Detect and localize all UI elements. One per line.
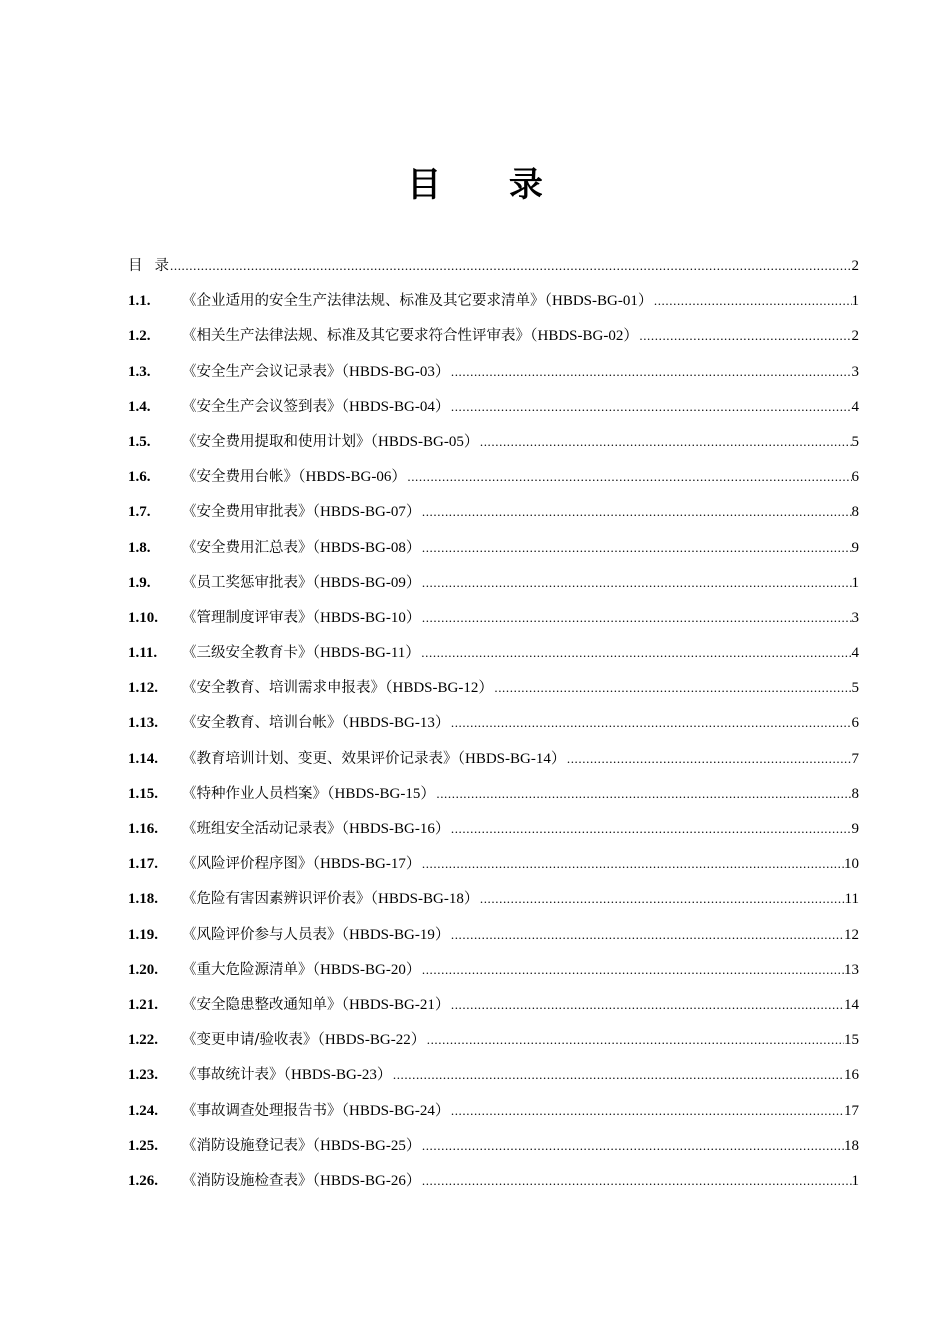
toc-entry-number: 1.15. — [128, 785, 158, 802]
toc-entry-title: 《班组安全活动记录表》 — [182, 821, 342, 837]
toc-entry[interactable] — [128, 393, 859, 428]
table-of-contents — [128, 252, 859, 1202]
toc-entry[interactable] — [128, 463, 859, 498]
toc-entry-code: （HBDS-BG-25） — [312, 1137, 421, 1154]
toc-entry-code: （HBDS-BG-04） — [341, 398, 450, 415]
toc-entry[interactable] — [128, 850, 859, 885]
toc-entry-number: 1.24. — [128, 1102, 158, 1119]
toc-entry-title: 《安全费用汇总表》 — [182, 539, 313, 556]
toc-entry-code: （HBDS-BG-12） — [385, 680, 494, 697]
toc-leader-dots — [450, 991, 844, 1019]
toc-entry-text — [182, 885, 479, 913]
toc-entry-text — [182, 709, 450, 737]
toc-entry-text — [182, 428, 479, 456]
toc-leader-dots — [450, 358, 852, 386]
toc-entry-code: （HBDS-BG-11） — [312, 645, 421, 662]
page-title: 目 录 — [407, 165, 571, 205]
toc-leader-dots — [421, 604, 852, 632]
toc-header-row[interactable] — [128, 252, 859, 287]
toc-entry-title: 《员工奖惩审批表》 — [182, 574, 313, 591]
toc-entry-number: 1.23. — [128, 1067, 158, 1084]
toc-entry-text — [182, 604, 421, 632]
toc-entry-title: 《安全教育、培训台帐》 — [182, 715, 342, 732]
toc-entry-title: 《安全隐患整改通知单》 — [182, 996, 342, 1013]
toc-entry-text — [182, 569, 421, 597]
toc-entry-title: 《重大危险源清单》 — [182, 961, 313, 978]
toc-entry-title: 《事故统计表》 — [182, 1067, 284, 1084]
toc-entry-text — [182, 674, 493, 702]
toc-entry-page: 9 — [851, 821, 859, 837]
toc-entry-code: （HBDS-BG-18） — [370, 891, 479, 908]
toc-entry-code: （HBDS-BG-05） — [370, 433, 479, 450]
toc-leader-dots — [421, 569, 852, 597]
toc-entry[interactable] — [128, 639, 859, 674]
toc-entry-code: （HBDS-BG-20） — [312, 961, 421, 978]
toc-entry-number: 1.7. — [128, 504, 151, 521]
toc-leader-dots — [450, 393, 852, 421]
toc-entry-title: 《三级安全教育卡》 — [182, 645, 313, 662]
toc-header-page: 2 — [851, 258, 859, 274]
toc-entry[interactable] — [128, 322, 859, 357]
toc-entry-title: 《安全教育、培训需求申报表》 — [182, 680, 385, 697]
toc-entry[interactable] — [128, 815, 859, 850]
toc-entry-number: 1.2. — [128, 328, 151, 345]
toc-entry-page: 5 — [851, 680, 859, 697]
toc-entry-number: 1.18. — [128, 891, 158, 908]
toc-entry-page: 17 — [844, 1102, 859, 1119]
toc-entry-page: 12 — [844, 926, 859, 943]
toc-entry-text — [182, 1097, 450, 1125]
toc-entry[interactable] — [128, 921, 859, 956]
toc-entry-title: 《危险有害因素辨识评价表》 — [182, 891, 371, 908]
toc-entry[interactable] — [128, 1132, 859, 1167]
toc-entry-title: 《特种作业人员档案》 — [182, 785, 327, 802]
toc-entry-page: 8 — [851, 785, 859, 802]
toc-entry-number: 1.9. — [128, 574, 151, 591]
toc-leader-dots — [421, 1132, 844, 1160]
toc-entry-text — [182, 1167, 421, 1195]
toc-entry-page: 2 — [851, 328, 859, 345]
toc-entry-text — [182, 1132, 421, 1160]
toc-entry-page: 11 — [844, 891, 859, 908]
toc-entry-code: （HBDS-BG-19） — [341, 926, 450, 943]
toc-entry-number: 1.19. — [128, 926, 158, 943]
toc-entry-code: （HBDS-BG-03） — [341, 363, 450, 380]
toc-entry-number: 1.4. — [128, 398, 151, 415]
toc-entry[interactable] — [128, 1097, 859, 1132]
toc-entry-text — [182, 498, 421, 526]
toc-entry-page: 1 — [851, 293, 859, 310]
toc-entry[interactable] — [128, 1061, 859, 1096]
toc-entry-text — [182, 463, 406, 491]
toc-leader-dots — [566, 745, 852, 773]
toc-entry-number: 1.12. — [128, 680, 158, 697]
toc-entry-number: 1.6. — [128, 469, 151, 486]
toc-entry[interactable] — [128, 1026, 859, 1061]
toc-entry-page: 10 — [844, 856, 859, 873]
toc-entry[interactable] — [128, 604, 859, 639]
toc-entry-page: 3 — [851, 609, 859, 626]
toc-entry-text — [182, 850, 421, 878]
toc-entry-code: （HBDS-BG-22） — [317, 1032, 426, 1049]
toc-entry-text — [182, 1026, 426, 1054]
toc-entry-code: （HBDS-BG-14） — [457, 750, 566, 767]
toc-entry[interactable] — [128, 287, 859, 322]
toc-leader-dots — [426, 1026, 844, 1054]
toc-entry-code: （HBDS-BG-15） — [327, 785, 436, 802]
toc-entry-title: 《安全费用审批表》 — [182, 504, 313, 521]
toc-leader-dots — [421, 534, 852, 562]
toc-entry-page: 4 — [851, 398, 859, 415]
toc-entry-number: 1.14. — [128, 750, 158, 767]
toc-leader-dots — [392, 1061, 844, 1089]
toc-entry-text — [182, 287, 653, 315]
toc-header-label-a: 目 — [128, 258, 155, 274]
toc-leader-dots — [638, 322, 851, 350]
toc-entry-page: 7 — [851, 750, 859, 767]
toc-entry-title: 《相关生产法律法规、标准及其它要求符合性评审表》 — [182, 328, 530, 345]
toc-entry-text — [182, 534, 421, 562]
toc-entry[interactable] — [128, 569, 859, 604]
toc-leader-dots — [450, 1097, 844, 1125]
toc-entry-number: 1.25. — [128, 1137, 158, 1154]
toc-leader-dots — [450, 709, 852, 737]
toc-entries — [128, 287, 859, 1202]
toc-entry-title: 《教育培训计划、变更、效果评价记录表》 — [182, 750, 458, 767]
toc-entry-number: 1.17. — [128, 856, 158, 873]
toc-leader-dots — [169, 252, 852, 280]
toc-entry-page: 9 — [851, 539, 859, 556]
toc-entry-title: 《企业适用的安全生产法律法规、标准及其它要求清单》 — [182, 293, 545, 310]
toc-entry-page: 8 — [851, 504, 859, 521]
toc-entry-text — [182, 921, 450, 949]
toc-entry-page: 1 — [851, 574, 859, 591]
toc-entry[interactable] — [128, 1167, 859, 1202]
toc-leader-dots — [653, 287, 852, 315]
toc-entry[interactable] — [128, 885, 859, 920]
toc-entry-number: 1.8. — [128, 539, 151, 556]
toc-entry-page: 3 — [851, 363, 859, 380]
toc-entry-page: 6 — [851, 715, 859, 732]
toc-entry-code: （HBDS-BG-17） — [312, 856, 421, 873]
toc-entry-text — [182, 780, 435, 808]
toc-entry-title: 《消防设施检查表》 — [182, 1172, 313, 1189]
toc-entry-page: 13 — [844, 961, 859, 978]
toc-leader-dots — [450, 921, 844, 949]
toc-entry-page: 14 — [844, 996, 859, 1013]
toc-leader-dots — [406, 463, 851, 491]
toc-entry-title: 《变更申请/验收表》 — [182, 1032, 318, 1049]
toc-entry-number: 1.11. — [128, 645, 158, 662]
toc-entry[interactable] — [128, 498, 859, 533]
toc-entry-number: 1.3. — [128, 363, 151, 380]
toc-entry-code: （HBDS-BG-07） — [312, 504, 421, 521]
toc-entry-code: （HBDS-BG-09） — [312, 574, 421, 591]
toc-entry-code: （HBDS-BG-01） — [544, 293, 653, 310]
toc-entry-page: 4 — [851, 645, 859, 662]
toc-leader-dots — [421, 1167, 852, 1195]
toc-entry-code: （HBDS-BG-24） — [341, 1102, 450, 1119]
toc-entry-title: 《安全费用台帐》 — [182, 469, 298, 486]
toc-entry-page: 6 — [851, 469, 859, 486]
toc-entry-text — [182, 1061, 392, 1089]
toc-leader-dots — [435, 780, 851, 808]
toc-entry-title: 《管理制度评审表》 — [182, 609, 313, 626]
toc-entry-page: 18 — [844, 1137, 859, 1154]
toc-entry-number: 1.1. — [128, 293, 151, 310]
toc-leader-dots — [420, 639, 851, 667]
toc-leader-dots — [479, 885, 845, 913]
toc-leader-dots — [421, 850, 844, 878]
toc-entry-text — [182, 745, 566, 773]
toc-entry-text — [182, 393, 450, 421]
toc-entry-title: 《事故调查处理报告书》 — [182, 1102, 342, 1119]
toc-entry[interactable] — [128, 745, 859, 780]
toc-entry-code: （HBDS-BG-10） — [312, 609, 421, 626]
toc-header-label-b: 录 — [154, 258, 169, 274]
toc-entry[interactable] — [128, 991, 859, 1026]
toc-entry-number: 1.5. — [128, 433, 151, 450]
toc-leader-dots — [493, 674, 851, 702]
toc-entry-code: （HBDS-BG-21） — [341, 996, 450, 1013]
toc-entry-code: （HBDS-BG-06） — [298, 469, 407, 486]
toc-entry-text — [182, 322, 638, 350]
toc-entry-text — [182, 815, 450, 843]
toc-entry-code: （HBDS-BG-13） — [341, 715, 450, 732]
toc-entry-number: 1.21. — [128, 996, 158, 1013]
toc-entry[interactable] — [128, 674, 859, 709]
toc-entry[interactable] — [128, 709, 859, 744]
toc-entry-code: （HBDS-BG-16） — [341, 821, 450, 837]
toc-leader-dots — [421, 498, 852, 526]
toc-entry-title: 《安全生产会议记录表》 — [182, 363, 342, 380]
toc-entry-page: 16 — [844, 1067, 859, 1084]
toc-entry-title: 《消防设施登记表》 — [182, 1137, 313, 1154]
toc-entry-number: 1.10. — [128, 609, 158, 626]
toc-leader-dots — [479, 428, 852, 456]
toc-entry-number: 1.22. — [128, 1032, 158, 1049]
toc-entry-text — [182, 358, 450, 386]
toc-entry-title: 《风险评价程序图》 — [182, 856, 313, 873]
toc-entry[interactable] — [128, 956, 859, 991]
toc-entry[interactable] — [128, 428, 859, 463]
toc-entry-title: 《风险评价参与人员表》 — [182, 926, 342, 943]
toc-entry-number: 1.13. — [128, 715, 158, 732]
toc-entry-text — [182, 991, 450, 1019]
toc-entry-code: （HBDS-BG-23） — [283, 1067, 392, 1084]
toc-entry-page: 1 — [851, 1172, 859, 1189]
toc-entry-number: 1.16. — [128, 821, 158, 837]
toc-entry-number: 1.20. — [128, 961, 158, 978]
toc-entry-page: 5 — [851, 433, 859, 450]
toc-leader-dots — [421, 956, 844, 984]
toc-entry-page: 15 — [844, 1032, 859, 1049]
toc-entry[interactable] — [128, 780, 859, 815]
toc-entry[interactable] — [128, 358, 859, 393]
toc-header-label — [128, 252, 169, 280]
toc-entry-number: 1.26. — [128, 1172, 158, 1189]
toc-entry-code: （HBDS-BG-08） — [312, 539, 421, 556]
toc-entry-text — [182, 956, 421, 984]
toc-entry-title: 《安全费用提取和使用计划》 — [182, 433, 371, 450]
toc-entry-text — [182, 639, 420, 667]
toc-leader-dots — [450, 815, 852, 843]
toc-entry-code: （HBDS-BG-26） — [312, 1172, 421, 1189]
toc-entry-code: （HBDS-BG-02） — [530, 328, 639, 345]
toc-entry[interactable] — [128, 534, 859, 569]
toc-entry-title: 《安全生产会议签到表》 — [182, 398, 342, 415]
